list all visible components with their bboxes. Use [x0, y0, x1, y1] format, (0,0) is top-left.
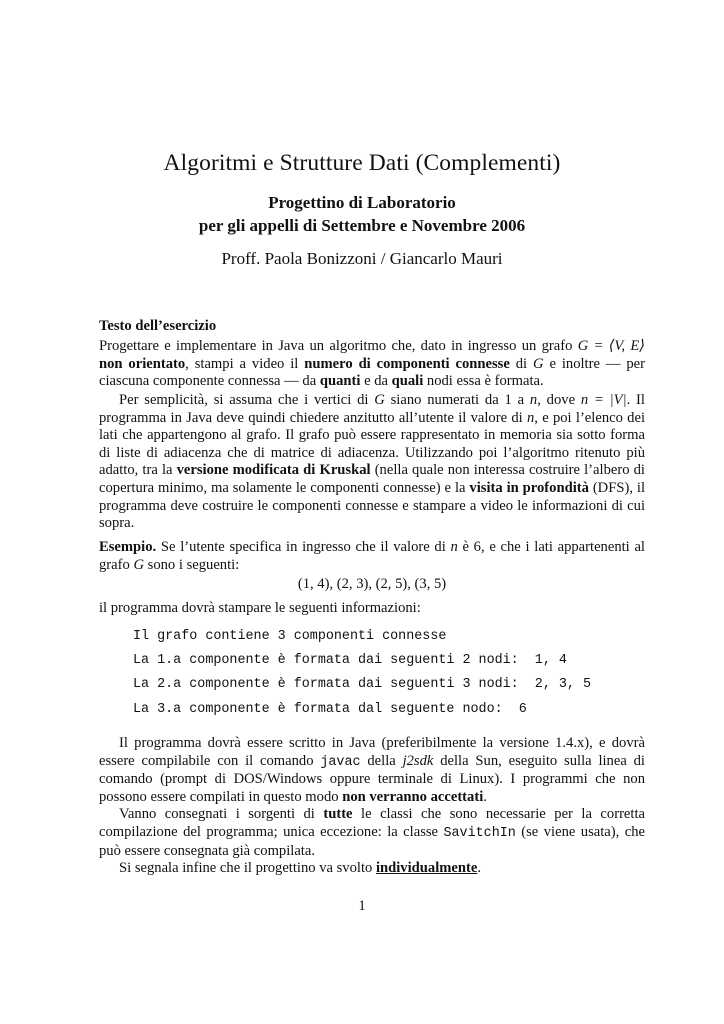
- bold-text: quali: [391, 373, 424, 390]
- output-line: La 2.a componente è formata dai seguenti 3 nodi: 2, 3, 5: [133, 677, 592, 693]
- edge-list: (1, 4), (2, 3), (2, 5), (3, 5): [297, 576, 447, 593]
- math-var: G: [533, 355, 544, 372]
- paragraph-example: [99, 539, 645, 596]
- text: e inoltre — per ciascuna componente connessa — da: [99, 355, 645, 390]
- text: (se viene usata), che può essere consegnata già compilata.: [99, 823, 645, 859]
- text: di: [509, 355, 534, 372]
- bold-text: non verranno accettati: [342, 788, 484, 805]
- text: sono i seguenti:: [144, 556, 240, 573]
- text: Vanno consegnati i sorgenti di: [119, 806, 324, 823]
- italic-text: j2sdk: [402, 752, 434, 769]
- text: Se l’utente specifica in ingresso che il valore di: [156, 539, 451, 555]
- section-heading: Testo dell’esercizio: [99, 318, 217, 334]
- text: , e poi l’elenco dei lati che appartengono al grafo. Il grafo può essere rappresentato in memoria sia sotto forma di liste di adiacenza che di matrice di adiacenza. Utilizzando poi l’algoritmo ritenuto più adatto, tra la: [99, 409, 645, 479]
- math-graph: G = ⟨V, E⟩: [577, 338, 645, 354]
- code-inline: SavitchIn: [443, 825, 516, 841]
- text: Progettare e implementare in Java un algoritmo che, dato in ingresso un grafo: [99, 338, 578, 354]
- math-expr: n = |V|: [580, 392, 627, 408]
- text: (nella quale non interessa costruire l’albero di copertura minimo, ma solamente le componenti connesse) e la: [99, 462, 645, 496]
- text: il programma dovrà stampare le seguenti informazioni:: [99, 600, 421, 616]
- text: , dove: [537, 392, 581, 408]
- text: .: [483, 788, 487, 805]
- document-title: Algoritmi e Strutture Dati (Complementi): [163, 150, 561, 176]
- text: della: [360, 752, 403, 769]
- text: , stampi a video il: [185, 355, 305, 372]
- paragraph-details: [99, 392, 645, 533]
- bold-underlined-text: individualmente: [375, 860, 478, 877]
- text: della Sun, eseguito sulla linea di comando (prompt di DOS/Windows oppure terminale di Linux). I programmi che non possono essere compilati in questo modo: [99, 752, 645, 805]
- output-line: Il grafo contiene 3 componenti connesse: [133, 629, 447, 644]
- text: e da: [360, 373, 392, 390]
- text: . Il programma in Java deve quindi chiedere anzitutto all’utente il valore di: [99, 392, 645, 426]
- text: siano numerati da 1 a: [384, 392, 530, 408]
- math-var: n: [450, 539, 458, 555]
- text: è 6, e che i lati appartenenti al grafo: [99, 539, 645, 573]
- output-line: La 1.a componente è formata dai seguenti 2 nodi: 1, 4: [133, 653, 567, 669]
- paragraph-output-intro: [99, 600, 645, 618]
- math-var: n: [529, 392, 538, 408]
- document-authors: Proff. Paola Bonizzoni / Giancarlo Mauri: [221, 249, 503, 268]
- text: Per semplicità, si assuma che i vertici di: [119, 392, 375, 408]
- example-output: [133, 625, 591, 722]
- text: Il programma dovrà essere scritto in Java (preferibilmente la versione 1.4.x), e dovrà essere compilabile con il comando: [99, 735, 645, 769]
- math-var: G: [133, 556, 144, 573]
- example-label: Esempio.: [99, 539, 157, 555]
- bold-text: numero di componenti connesse: [304, 355, 510, 372]
- page-number: 1: [358, 898, 366, 914]
- bold-text: non orientato: [99, 355, 186, 372]
- text: Si segnala infine che il progettino va svolto: [119, 860, 376, 877]
- document-subtitle-dates: per gli appelli di Settembre e Novembre 2006: [198, 216, 526, 235]
- code-inline: javac: [320, 754, 361, 770]
- math-var: n: [526, 409, 535, 426]
- bold-text: versione modificata di Kruskal: [176, 462, 371, 479]
- paragraph-intro: [99, 338, 645, 391]
- text: le classi che sono necessarie per la corretta compilazione del programma; unica eccezione: la classe: [99, 806, 645, 840]
- text: nodi essa è formata.: [423, 373, 544, 390]
- text: (DFS), il programma deve costruire le componenti connesse e stampare a video le informazioni di cui sopra.: [99, 479, 645, 532]
- output-line: La 3.a componente è formata dal seguente nodo: 6: [133, 701, 527, 717]
- paragraph-requirements: [99, 735, 645, 878]
- text: .: [477, 860, 481, 877]
- bold-text: tutte: [323, 806, 353, 823]
- bold-text: visita in profondità: [469, 479, 589, 496]
- math-var: G: [374, 392, 385, 408]
- bold-text: quanti: [319, 373, 361, 390]
- document-subtitle: Progettino di Laboratorio: [268, 193, 456, 212]
